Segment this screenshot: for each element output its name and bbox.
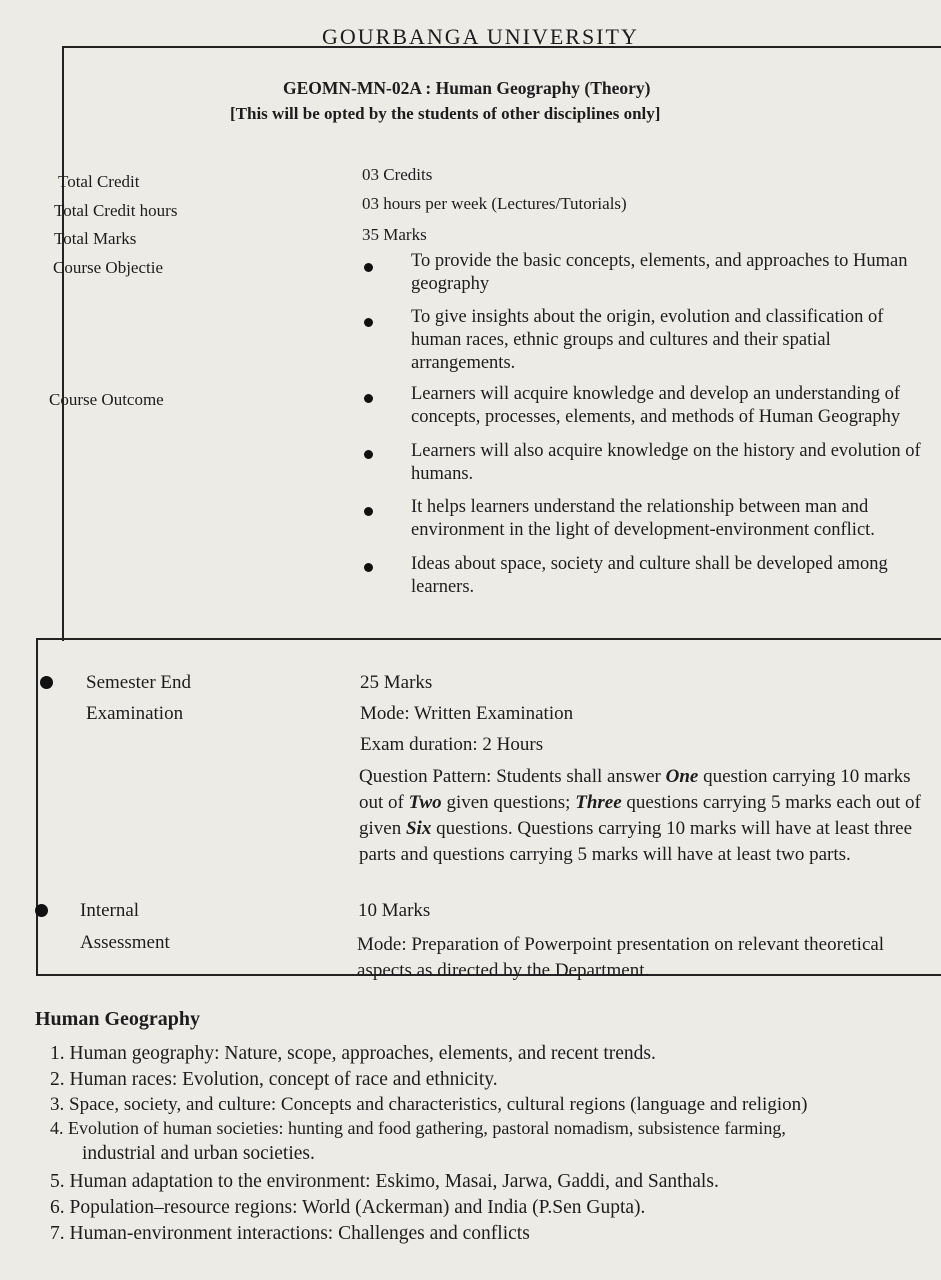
total-credit-value: 03 Credits [362, 165, 433, 184]
semester-end-mode: Mode: Written Examination [360, 703, 574, 724]
question-pattern-text: question carrying 10 marks out of [359, 766, 911, 813]
semester-end-label-2: Examination [86, 703, 184, 724]
internal-mode: Mode: Preparation of Powerpoint presentation on relevant theoretical aspects as directed by the Department. [357, 934, 885, 981]
bullet-icon [364, 507, 373, 516]
total-marks-label: Total Marks [54, 229, 137, 248]
total-credit-label: Total Credit [58, 172, 140, 191]
exam-duration: Exam duration: 2 Hours [360, 734, 544, 755]
objective-item: To provide the basic concepts, elements, and approaches to Human geography [411, 251, 908, 294]
emphasis-two: Two [408, 792, 442, 813]
outcome-item: Ideas about space, society and culture shall be developed among learners. [411, 554, 888, 597]
credit-hours-label: Total Credit hours [54, 201, 178, 220]
course-outcome-label: Course Outcome [49, 390, 164, 409]
bullet-icon [364, 450, 373, 459]
outcome-item: Learners will also acquire knowledge on the history and evolution of humans. [411, 441, 921, 484]
university-name: GOURBANGA UNIVERSITY [322, 24, 639, 49]
outcome-item: Learners will acquire knowledge and develop an understanding of concepts, processes, elements, and methods of Human Geography [411, 384, 901, 427]
topic-item: 4. Evolution of human societies: hunting and food gathering, pastoral nomadism, subsistence farming, [50, 1118, 786, 1138]
topic-item: 3. Space, society, and culture: Concepts and characteristics, cultural regions (language and religion) [50, 1094, 808, 1115]
course-note: [This will be opted by the students of other disciplines only] [230, 104, 661, 123]
course-code: GEOMN-MN-02A : Human Geography (Theory) [283, 78, 651, 98]
bullet-icon [364, 263, 373, 272]
bullet-icon [364, 563, 373, 572]
credit-hours-value: 03 hours per week (Lectures/Tutorials) [362, 194, 627, 213]
course-objective-label: Course Objectie [53, 258, 163, 277]
emphasis-one: One [665, 766, 699, 787]
syllabus-title: Human Geography [35, 1008, 201, 1030]
topic-item: 2. Human races: Evolution, concept of race and ethnicity. [50, 1069, 498, 1090]
emphasis-three: Three [575, 792, 622, 813]
question-pattern [359, 764, 935, 868]
semester-end-label: Semester End [86, 672, 192, 693]
topic-item: 7. Human-environment interactions: Challenges and conflicts [50, 1223, 530, 1244]
internal-label: Internal [80, 900, 140, 921]
question-pattern-text: given questions; [441, 792, 576, 813]
topic-item: 6. Population–resource regions: World (Ackerman) and India (P.Sen Gupta). [50, 1197, 646, 1218]
question-pattern-text: questions. Questions carrying 10 marks will have at least three parts and questions carrying 5 marks will have at least two parts. [359, 818, 913, 865]
question-pattern-text: questions carrying 5 marks each out of given [359, 792, 921, 839]
topic-item: 5. Human adaptation to the environment: Eskimo, Masai, Jarwa, Gaddi, and Santhals. [50, 1171, 719, 1192]
bullet-icon [35, 904, 48, 917]
topic-item: 1. Human geography: Nature, scope, approaches, elements, and recent trends. [50, 1043, 656, 1064]
total-marks-value: 35 Marks [362, 225, 427, 244]
bullet-icon [364, 394, 373, 403]
question-pattern-text: Question Pattern: Students shall answer [359, 766, 666, 787]
objective-item: To give insights about the origin, evolution and classification of human races, ethnic groups and cultures and their spatial arrangements. [411, 307, 884, 373]
bullet-icon [40, 676, 53, 689]
topic-item-continued: industrial and urban societies. [82, 1143, 315, 1164]
internal-marks: 10 Marks [358, 900, 431, 921]
semester-end-marks: 25 Marks [360, 672, 433, 693]
internal-label-2: Assessment [80, 932, 170, 953]
emphasis-six: Six [405, 818, 432, 839]
outcome-item: It helps learners understand the relationship between man and environment in the light of development-environment conflict. [411, 497, 875, 540]
bullet-icon [364, 318, 373, 327]
